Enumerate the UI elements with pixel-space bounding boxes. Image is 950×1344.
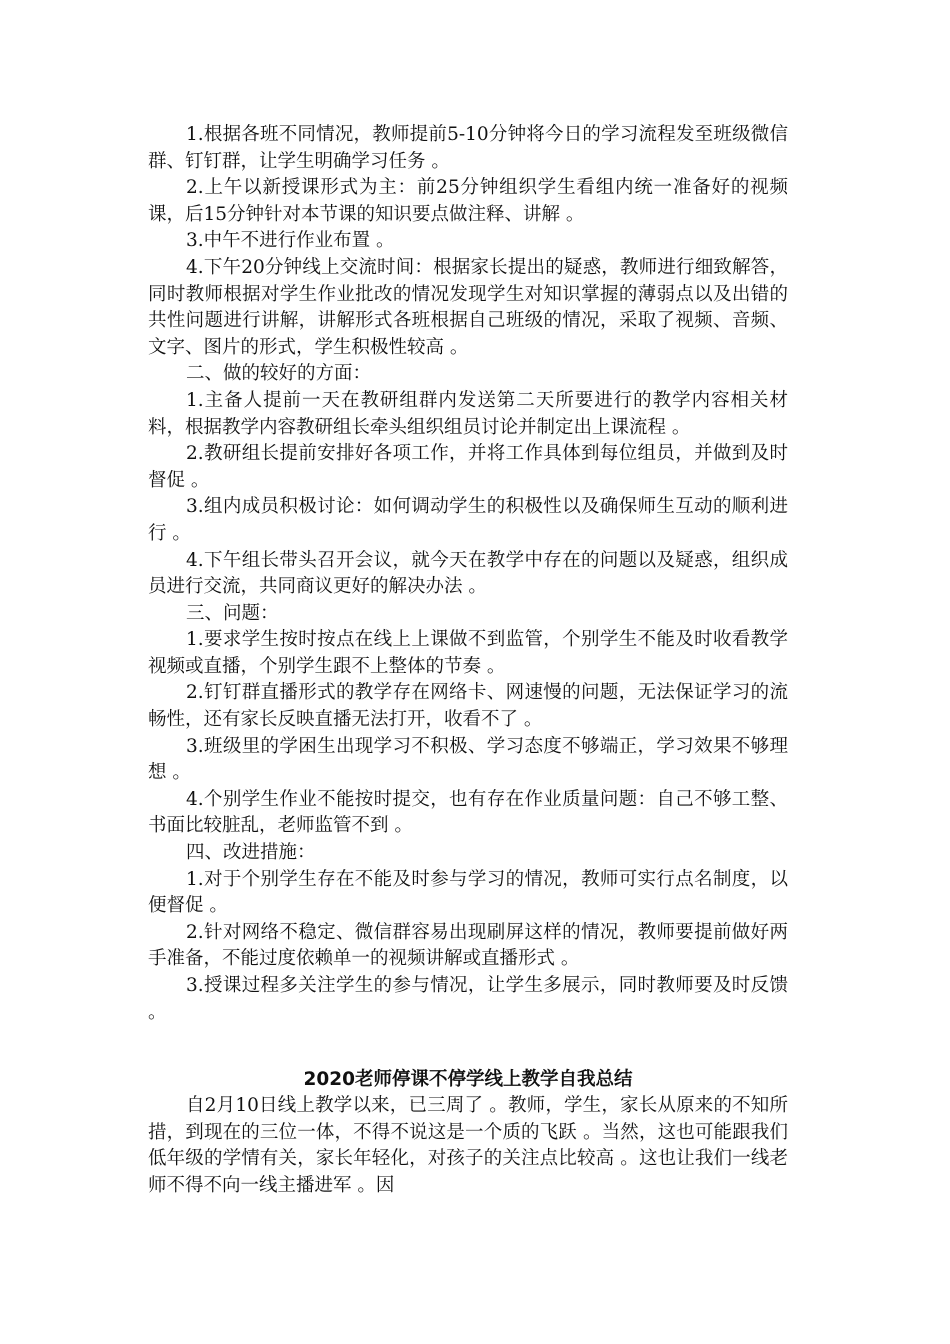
section-heading: 二、做的较好的方面： (186, 363, 372, 385)
paragraph: 自2月10日线上教学以来，已三周了 。教师，学生，家长从原来的不知所措，到现在的三位一体，不得不说这是一个质的飞跃 。当然，这也可能跟我们低年级的学情有关，家长年轻化，对孩子的关注点比较高 。这也让我们一线老师不得不向一线主播进军 。因 (148, 1095, 788, 1196)
paragraph: 3.班级里的学困生出现学习不积极、学习态度不够端正，学习效果不够理想 。 (148, 735, 788, 784)
paragraph: 2.教研组长提前安排好各项工作，并将工作具体到每位组员，并做到及时督促 。 (148, 443, 788, 491)
document-body (148, 122, 788, 1200)
paragraph: 3.授课过程多关注学生的参与情况，让学生多展示，同时教师要及时反馈 。 (148, 975, 788, 1023)
section-heading: 三、问题： (186, 602, 279, 624)
paragraph: 3.中午不进行作业布置 。 (186, 230, 395, 252)
paragraph: 4.下午组长带头召开会议，就今天在教学中存在的问题以及疑惑，组织成员进行交流，共同商议更好的解决办法 。 (148, 549, 788, 598)
paragraph: 1.主备人提前一天在教研组群内发送第二天所要进行的教学内容相关材料，根据教学内容教研组长牵头组织组员讨论并制定出上课流程 。 (148, 389, 788, 438)
document-title: 2020老师停课不停学线上教学自我总结 (303, 1069, 633, 1091)
paragraph: 3.组内成员积极讨论：如何调动学生的积极性以及确保师生互动的顺利进行 。 (148, 496, 788, 544)
paragraph: 2.针对网络不稳定、微信群容易出现刷屏这样的情况，教师要提前做好两手准备，不能过度依赖单一的视频讲解或直播形式 。 (148, 921, 788, 970)
paragraph: 4.下午20分钟线上交流时间：根据家长提出的疑惑，教师进行细致解答，同时教师根据对学生作业批改的情况发现学生对知识掌握的薄弱点以及出错的共性问题进行讲解，讲解形式各班根据自己班级的情况，采取了视频、音频、文字、图片的形式，学生积极性较高 。 (148, 256, 788, 358)
paragraph: 1.对于个别学生存在不能及时参与学习的情况，教师可实行点名制度，以便督促 。 (148, 868, 788, 917)
section-heading: 四、改进措施： (186, 842, 316, 864)
paragraph: 2.上午以新授课形式为主：前25分钟组织学生看组内统一准备好的视频课，后15分钟针对本节课的知识要点做注释、讲解 。 (148, 177, 788, 225)
section-spacer (148, 1026, 788, 1066)
paragraph: 1.要求学生按时按点在线上上课做不到监管，个别学生不能及时收看教学视频或直播，个别学生跟不上整体的节奏 。 (148, 629, 788, 677)
paragraph: 1.根据各班不同情况，教师提前5-10分钟将今日的学习流程发至班级微信群、钉钉群，让学生明确学习任务 。 (148, 124, 788, 172)
paragraph: 2.钉钉群直播形式的教学存在网络卡、网速慢的问题，无法保证学习的流畅性，还有家长反映直播无法打开，收看不了 。 (148, 682, 788, 731)
paragraph: 4.个别学生作业不能按时提交，也有存在作业质量问题：自己不够工整、书面比较脏乱，老师监管不到 。 (148, 788, 788, 837)
